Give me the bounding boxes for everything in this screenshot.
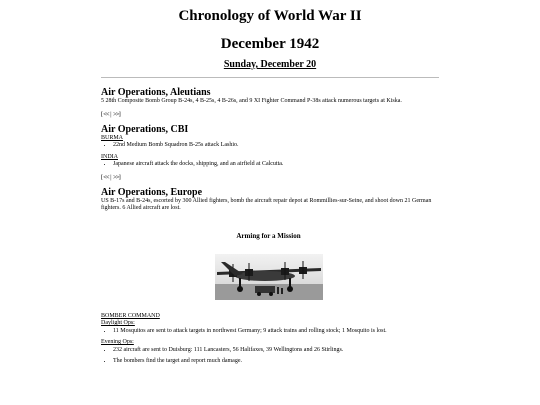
prev-link[interactable]: << <box>103 173 109 181</box>
section-aleutians <box>101 87 436 106</box>
section-europe <box>101 187 436 366</box>
daylight-ops-label: Daylight Ops: <box>101 320 135 326</box>
section-text-europe: US B-17s and B-24s, escorted by 300 Allied fighters, bomb the aircraft repair depot at Rommillies-sur-Seine, and shoot down 21 German fighters. 6 Allied aircraft are lost. <box>101 197 432 211</box>
nav-links: [<< | >>] <box>101 110 121 118</box>
list-item: • Japanese aircraft attack the docks, shipping, and an airfield at Calcutta. <box>113 161 436 169</box>
photo-caption: Arming for a Mission <box>236 231 301 240</box>
list-item: • The bombers find the target and report much damage. <box>113 358 436 366</box>
divider <box>101 77 439 78</box>
photo-wrap <box>101 254 436 304</box>
section-cbi <box>101 124 436 169</box>
section-text-aleutians: 5 28th Composite Bomb Group B-24s, 4 B-25s, 4 B-26s, and 9 XI Fighter Command P-38s attack numerous targets at Kiska. <box>101 98 402 104</box>
prev-link[interactable]: << <box>103 110 109 118</box>
region-india: INDIA <box>101 153 118 160</box>
section-heading-cbi: Air Operations, CBI <box>101 123 189 135</box>
list-item: • 11 Mosquitos are sent to attack targets in northwest Germany; 9 attack trains and rolling stock; 1 Mosquito is lost. <box>113 328 436 336</box>
evening-ops-label: Evening Ops: <box>101 339 134 345</box>
list-daylight <box>101 328 436 336</box>
list-item: • 232 aircraft are sent to Duisburg: 111 Lancasters, 56 Halifaxes, 39 Wellingtons and 26 Stirlings. <box>113 347 436 355</box>
list-evening <box>101 347 436 366</box>
region-burma: BURMA <box>101 134 124 141</box>
next-link[interactable]: >> <box>113 110 119 118</box>
nav-links: [<< | >>] <box>101 173 121 181</box>
section-heading-aleutians: Air Operations, Aleutians <box>101 87 211 98</box>
bomber-command-label: BOMBER COMMAND <box>101 312 160 319</box>
list-india <box>101 161 436 169</box>
list-item: • 22nd Medium Bomb Squadron B-25s attack Lashio. <box>113 142 436 150</box>
section-heading-europe: Air Operations, Europe <box>101 186 203 198</box>
next-link[interactable]: >> <box>113 173 119 181</box>
list-burma <box>101 142 436 150</box>
day-title: Sunday, December 20 <box>223 59 317 70</box>
page-title: Chronology of World War II <box>178 8 362 24</box>
main-content <box>101 87 436 366</box>
bomber-photo <box>215 254 323 300</box>
month-title: December 1942 <box>220 36 320 52</box>
